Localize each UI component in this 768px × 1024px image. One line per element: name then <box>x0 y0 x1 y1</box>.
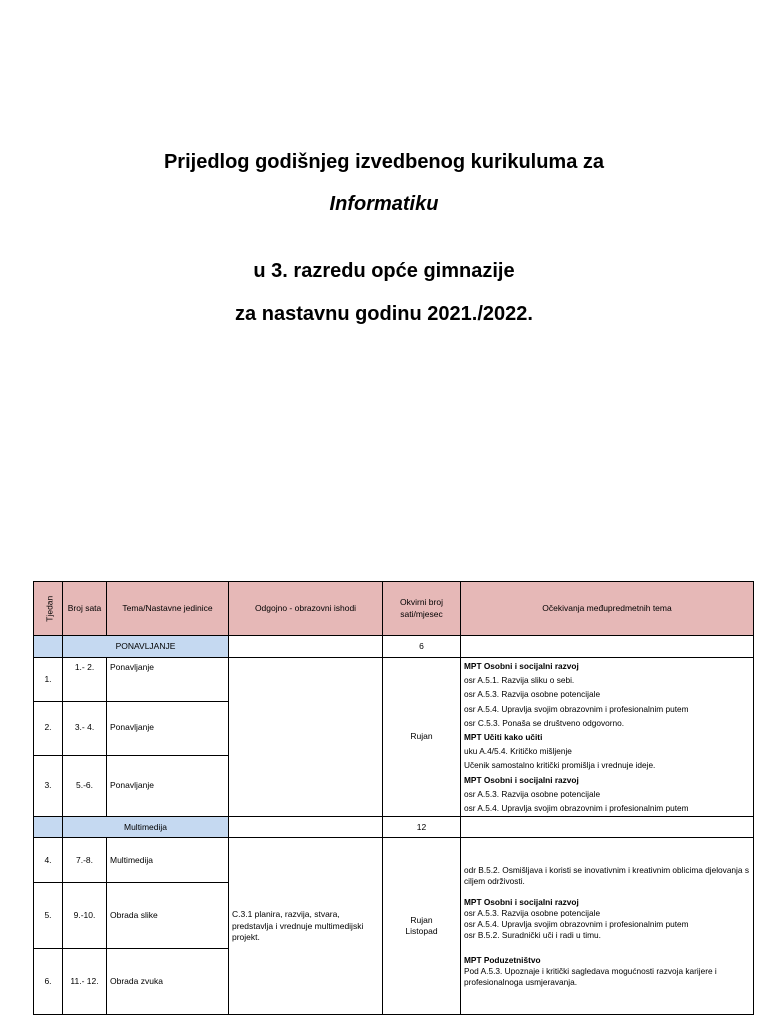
topic-cell: Obrada slike <box>107 883 229 949</box>
section-label: Multimedija <box>63 817 229 838</box>
hours-cell: 5.-6. <box>63 755 107 817</box>
week-cell: 2. <box>34 701 63 755</box>
month-cell: Rujan Listopad <box>383 838 461 1015</box>
table-row <box>34 658 754 702</box>
topic-cell: Multimedija <box>107 838 229 883</box>
header-topic: Tema/Nastavne jedinice <box>107 582 229 636</box>
title-line-1: Prijedlog godišnjeg izvedbenog kurikuluma za <box>163 151 605 173</box>
month-cell: Rujan <box>383 658 461 817</box>
header-cross-curricular: Očekivanja međupredmetnih tema <box>461 582 754 636</box>
topic-cell: Obrada zvuka <box>107 949 229 1015</box>
topic-cell: Ponavljanje <box>107 701 229 755</box>
hours-cell: 9.-10. <box>63 883 107 949</box>
hours-cell: 7.-8. <box>63 838 107 883</box>
title-school-year: za nastavnu godinu 2021./2022. <box>235 303 533 325</box>
week-cell: 5. <box>34 883 63 949</box>
cross-curricular-cell: odr B.5.2. Osmišljava i koristi se inovativnim i kreativnim oblicima djelovanja s ciljem održivosti. MPT Osobni i socijalni razvoj osr A.5.3. Razvija osobne potencijale osr A.5.4. Upravlja svojim obrazovnim i profesionalnim putem osr B.5.2. Suradnički uči i radi u timu. MPT Poduzetništvo Pod A.5.3. Upoznaje i kritički sagledava mogućnosti razvoja karijere i profesionalnoga usmjeravanja. <box>461 838 754 1015</box>
hours-cell: 1.- 2. <box>63 658 107 702</box>
section-label: PONAVLJANJE <box>63 636 229 658</box>
curriculum-table <box>33 581 754 1015</box>
header-month-hours: Okvirni broj sati/mjesec <box>383 582 461 636</box>
cross-curricular-cell: MPT Osobni i socijalni razvoj osr A.5.1. Razvija sliku o sebi. osr A.5.3. Razvija osobne potencijale osr A.5.4. Upravlja svojim obrazovnim i profesionalnim putem osr C.5.3. Ponaša se društveno odgovorno. MPT Učiti kako učiti uku A.4/5.4. Kritičko mišljenje Učenik samostalno kritički promišlja i vrednuje ideje. MPT Osobni i socijalni razvoj osr A.5.3. Razvija osobne potencijale osr A.5.4. Upravlja svojim obrazovnim i profesionalnim putem <box>461 658 754 817</box>
week-cell: 1. <box>34 658 63 702</box>
week-cell: 6. <box>34 949 63 1015</box>
week-cell: 4. <box>34 838 63 883</box>
week-cell: 3. <box>34 755 63 817</box>
section-total: 6 <box>383 636 461 658</box>
title-subject: Informatiku <box>329 193 439 215</box>
table-row <box>34 838 754 883</box>
topic-cell: Ponavljanje <box>107 658 229 702</box>
topic-cell: Ponavljanje <box>107 755 229 817</box>
outcome-cell: C.3.1 planira, razvija, stvara, predstavlja i vrednuje multimedijski projekt. <box>229 838 383 1015</box>
header-hours: Broj sata <box>63 582 107 636</box>
hours-cell: 3.- 4. <box>63 701 107 755</box>
section-row <box>34 817 754 838</box>
header-outcomes: Odgojno - obrazovni ishodi <box>229 582 383 636</box>
outcome-cell <box>229 658 383 817</box>
hours-cell: 11.- 12. <box>63 949 107 1015</box>
section-row <box>34 636 754 658</box>
header-row <box>34 582 754 636</box>
header-week: Tjedan <box>34 582 63 636</box>
title-grade: u 3. razredu opće gimnazije <box>253 260 515 282</box>
section-total: 12 <box>383 817 461 838</box>
